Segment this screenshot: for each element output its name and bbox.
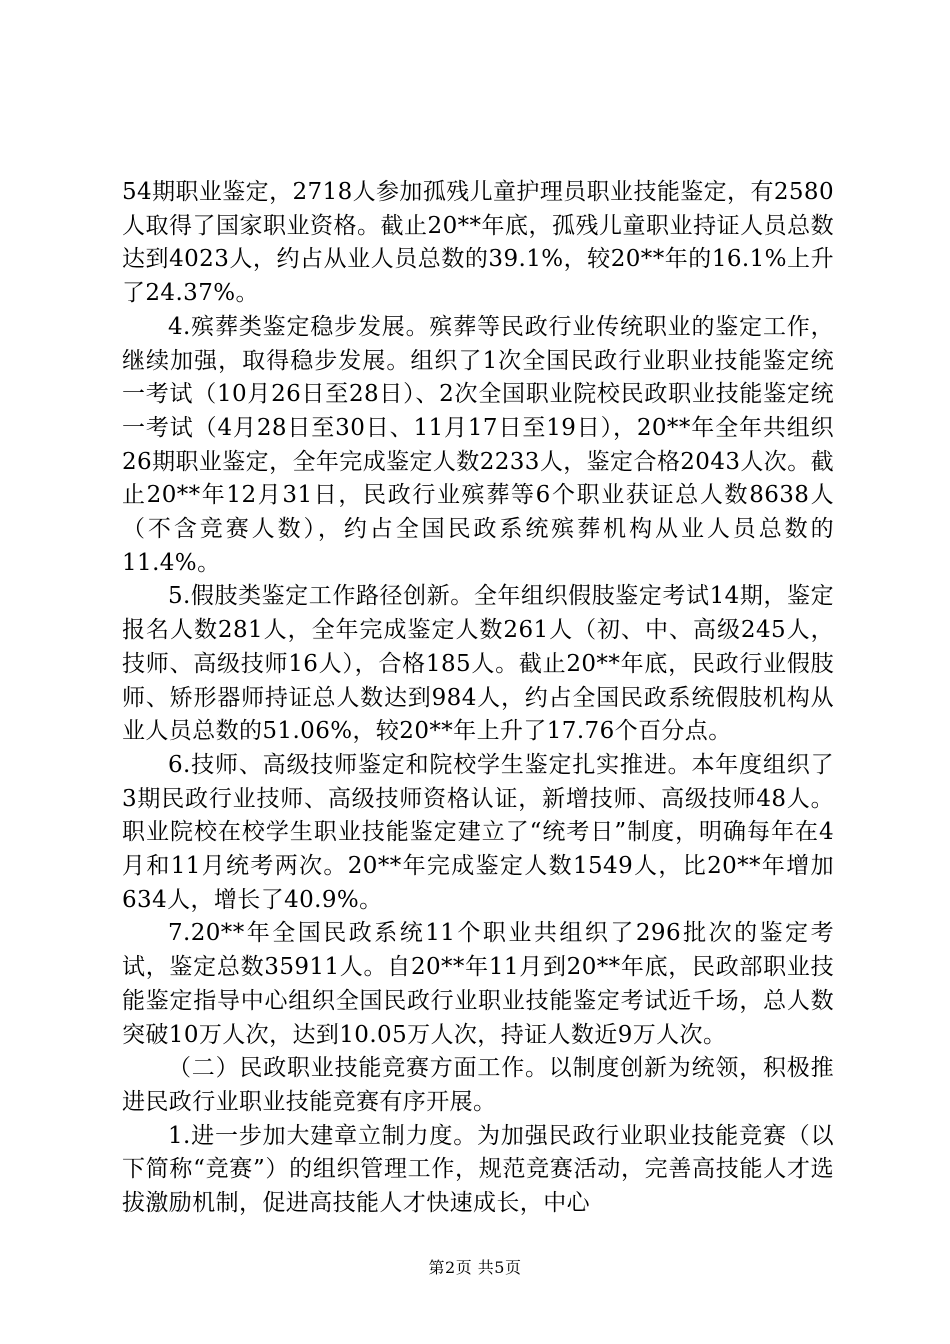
paragraph-item-7-summary: 7.20**年全国民政系统11个职业共组织了296批次的鉴定考试，鉴定总数35911人。自20**年11月到20**年底，民政部职业技能鉴定指导中心组织全国民政行业职业技能鉴定考试近千场，总人数突破10万人次，达到10.05万人次，持证人数近9万人次。 [122, 920, 834, 1048]
paragraph-section-2-item-1: 1.进一步加大建章立制力度。为加强民政行业职业技能竞赛（以下简称“竞赛”）的组织管理工作，规范竞赛活动，完善高技能人才选拔激励机制，促进高技能人才快速成长，中心 [122, 1122, 834, 1217]
page-footer [0, 1258, 950, 1278]
paragraph-section-2-heading: （二）民政职业技能竞赛方面工作。以制度创新为统领，积极推进民政行业职业技能竞赛有序开展。 [122, 1055, 834, 1115]
paragraph-continuation: 54期职业鉴定，2718人参加孤残儿童护理员职业技能鉴定，有2580人取得了国家职业资格。截止20**年底，孤残儿童职业持证人员总数达到4023人，约占从业人员总数的39.1%，较20**年的16.1%上升了24.37%。 [122, 179, 834, 307]
paragraph-item-6-technicians: 6.技师、高级技师鉴定和院校学生鉴定扎实推进。本年度组织了3期民政行业技师、高级技师资格认证，新增技师、高级技师48人。职业院校在校学生职业技能鉴定建立了“统考日”制度，明确每年在4月和11月统考两次。20**年完成鉴定人数1549人，比20**年增加634人，增长了40.9%。 [122, 751, 834, 913]
page-number-label: 第2页 共5页 [428, 1258, 522, 1277]
paragraph-item-5-prosthetics: 5.假肢类鉴定工作路径创新。全年组织假肢鉴定考试14期，鉴定报名人数281人，全年完成鉴定人数261人（初、中、高级245人，技师、高级技师16人），合格185人。截止20**年底，民政行业假肢师、矫形器师持证总人数达到984人，约占全国民政系统假肢机构从业人员总数的51.06%，较20**年上升了17.76个百分点。 [122, 583, 834, 745]
document-body [122, 176, 834, 1221]
paragraph-item-4-funeral: 4.殡葬类鉴定稳步发展。殡葬等民政行业传统职业的鉴定工作，继续加强，取得稳步发展。组织了1次全国民政行业职业技能鉴定统一考试（10月26日至28日）、2次全国职业院校民政职业技能鉴定统一考试（4月28日至30日、11月17日至19日），20**年全年共组织26期职业鉴定，全年完成鉴定人数2233人，鉴定合格2043人次。截止20**年12月31日，民政行业殡葬等6个职业获证总人数8638人（不含竞赛人数），约占全国民政系统殡葬机构从业人员总数的11.4%。 [122, 313, 834, 576]
